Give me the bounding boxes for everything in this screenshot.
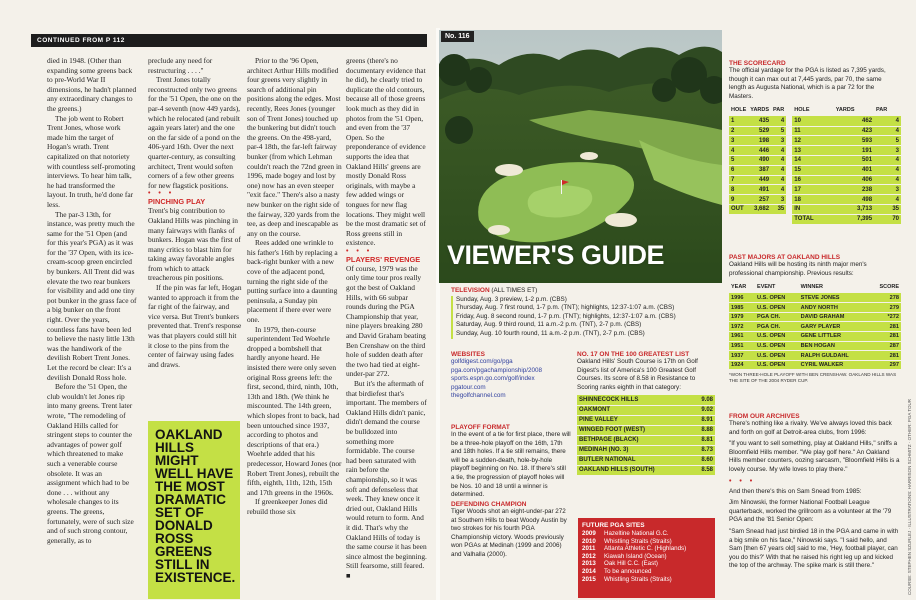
hole: 15 (792, 165, 834, 175)
table-row (577, 405, 715, 415)
archives-paragraph: Jim Ninowski, the former National Football League quarterback, worked the grillroom as a volunteer at the '79 PGA and the '81 Senior Open: (729, 499, 892, 524)
yards: 490 (748, 156, 771, 166)
yards: 406 (834, 175, 874, 185)
table-row (577, 415, 715, 425)
website-link[interactable]: golfdigest.com/go/pga (451, 358, 513, 365)
paragraph: died in 1948. (Other than expanding some greens back to pre-World War II dimensions, he hadn't planned any extraordinary changes to the greens.) (47, 56, 137, 113)
past-majors-text: Oakland Hills will be hosting its ninth major men's professional championship. Previous results: (729, 261, 867, 277)
scorecard-table (729, 107, 901, 224)
past-majors-footnote: *WON THREE-HOLE PLAYOFF WITH BEN CRENSHAW. OAKLAND HILLS WAS THE SITE OF THE 2004 RYDER CUP. (729, 372, 897, 384)
table-row (729, 351, 901, 361)
table-row (582, 545, 711, 553)
score: 297 (869, 360, 901, 370)
total-label: TOTAL (792, 214, 834, 224)
event: U.S. OPEN (755, 332, 799, 342)
playoff-text: In the event of a tie for first place, there will be a three-hole playoff on the 16th, 17th and 18th holes. If a tie still remains, there will be a sudden-death, hole-by-hole playoff beginning on No. 18. If there's still a tie, the progression of playoff holes will be Nos. 10 and 18 until a winner is determined. (451, 431, 571, 499)
table-row (577, 445, 715, 455)
hole: 9 (729, 195, 748, 205)
archives-paragraph: And then there's this on Sam Snead from 1985: (729, 487, 862, 495)
hole: 4 (729, 146, 748, 156)
site-year: 2014 (582, 567, 596, 575)
top-100-box (577, 351, 715, 476)
table-row (729, 165, 901, 175)
event: U.S. OPEN (755, 351, 799, 361)
site-year: 2015 (582, 575, 596, 583)
table-row (729, 146, 901, 156)
table-row (582, 553, 711, 561)
site-year: 2012 (582, 552, 596, 560)
website-link[interactable]: pga.com/pgachampionship/2008 (451, 366, 543, 374)
paragraph: preclude any need for restructuring . . . ." (148, 56, 213, 75)
yards: 449 (748, 175, 771, 185)
hole: 2 (729, 126, 748, 136)
yards: 423 (834, 126, 874, 136)
course-name: OAKLAND HILLS (SOUTH) (577, 465, 692, 475)
site-name: To be announced (604, 567, 652, 575)
course-name: PINE VALLEY (577, 415, 692, 425)
television-listings (451, 287, 711, 339)
par: 35 (771, 205, 786, 215)
table-row (729, 136, 901, 146)
course-name: BUTLER NATIONAL (577, 455, 692, 465)
paragraph: The job went to Robert Trent Jones, whose work made him the target of Hogan's wrath. Trent capitalized on that notoriety with countless self-promoting interviews. To hear him talk, he had transformed the layout. In truth, he'd done far less. (47, 113, 136, 209)
winner: DAVID GRAHAM (799, 312, 869, 322)
tv-listing: Friday, Aug. 8 second round, 1-7 p.m. (TNT); highlights, 12:37-1:07 a.m. (CBS) (451, 313, 711, 322)
table-header-row (729, 107, 901, 116)
table-row (729, 341, 901, 351)
section-dots: • • • (148, 190, 175, 198)
yards: 198 (748, 136, 771, 146)
column-header: PAR (876, 107, 888, 114)
par: 4 (874, 156, 901, 166)
course-name: OAKMONT (577, 405, 692, 415)
column-header: SCORE (879, 284, 899, 291)
winner: GENE LITTLER (799, 332, 869, 342)
hole: 7 (729, 175, 748, 185)
paragraph: Before the '51 Open, the club wouldn't let Jones rip into many greens. Trent later wrote, "The remodeling of Oakland Hills called for stringent steps to counter the advantages of power golf which threatened to make such a venerable course obsolete. It was an assignment which had to be done . . . without any wholesale changes to its greens. The greens, fortunately, were of such size and of such strong contour, generally, as to (47, 382, 134, 545)
event: U.S. OPEN (755, 303, 799, 313)
table-row (582, 576, 711, 584)
par: 4 (771, 185, 786, 195)
winner: STEVE JONES (799, 293, 869, 303)
course-name: MEDINAH (NO. 3) (577, 445, 692, 455)
year: 1979 (729, 312, 755, 322)
paragraph: In 1979, then-course superintendent Ted Woehrle dropped a bombshell that hardly anyone heard. He insisted there were only seven original Ross greens left: the first, second, third, ninth, 10th, 13th and 18th. (We think he miscounted. The 14th green, which slopes front to back, had been untouched since 1937, according to photos and descriptions of that era.) Woehrle added that his predecessor, Howard Jones (nor Robert Trent Jones), rebuilt the fifth, eighth, 11th, 12th, 15th and 17th greens in the 1960s. (247, 324, 342, 497)
playoff-heading: PLAYOFF FORMAT (451, 424, 510, 431)
future-sites-heading: FUTURE PGA SITES (582, 522, 645, 529)
yards: 3,713 (834, 205, 874, 215)
site-year: 2010 (582, 537, 596, 545)
winner: CYRIL WALKER (799, 360, 869, 370)
pull-quote: OAKLAND HILLS MIGHT WELL HAVE THE MOST DRAMATIC SET OF DONALD ROSS GREENS STILL IN EXISTENCE. (148, 421, 240, 599)
column-header: YEAR (731, 284, 747, 291)
website-link[interactable]: sports.espn.go.com/golf/index (451, 375, 535, 383)
yards: 593 (834, 136, 874, 146)
yards: 238 (834, 185, 874, 195)
continued-banner: CONTINUED FROM P 112 (31, 34, 427, 47)
year: 1924 (729, 360, 755, 370)
par: 5 (771, 126, 786, 136)
article-column-3 (247, 56, 342, 517)
table-row (729, 332, 901, 342)
television-note: (ALL TIMES ET) (491, 287, 538, 294)
hole: 13 (792, 146, 834, 156)
event: U.S. OPEN (755, 360, 799, 370)
website-link[interactable]: pgatour.com (451, 383, 486, 391)
table-row (582, 568, 711, 576)
course-score: 8.73 (692, 445, 715, 455)
yards: 462 (834, 116, 874, 126)
hole: 5 (729, 156, 748, 166)
par: 4 (874, 165, 901, 175)
column-header: YARDS (835, 107, 855, 114)
table-row (729, 195, 901, 205)
course-score: 8.81 (692, 435, 715, 445)
future-sites-box (578, 518, 715, 598)
par: 3 (771, 136, 786, 146)
top-100-heading: NO. 17 ON THE 100 GREATEST LIST (577, 351, 690, 358)
yards: 435 (748, 116, 771, 126)
par: 4 (874, 175, 901, 185)
tv-listing: Saturday, Aug. 9 third round, 11 a.m.-2 p.m. (TNT), 2-7 p.m. (CBS) (451, 321, 711, 330)
archives-box (729, 413, 901, 574)
yards: 501 (834, 156, 874, 166)
table-row (582, 538, 711, 546)
scorecard-box (729, 60, 899, 225)
site-year: 2009 (582, 530, 596, 537)
par: 4 (874, 195, 901, 205)
column-header: YARDS (750, 107, 770, 114)
table-row (729, 303, 901, 313)
top-100-text: Oakland Hills' South Course is 17th on Golf Digest's list of America's 100 Greatest Golf Courses. Its score of 8.58 in Resistance to Scoring ranks eighth in that category: (577, 358, 698, 391)
course-score: 8.88 (692, 425, 715, 435)
hole: 11 (792, 126, 834, 136)
winner: RALPH GULDAHL (799, 351, 869, 361)
table-row (577, 465, 715, 475)
future-sites-table (582, 530, 711, 583)
par: 4 (771, 116, 786, 126)
column-header: HOLE (794, 107, 810, 114)
archives-paragraph: There's nothing like a rivalry. We've always loved this back and forth on golf at Detroit-area clubs, from 1996: (729, 420, 892, 436)
past-majors-box (729, 254, 901, 384)
hole: 16 (792, 175, 834, 185)
course-name: WINGED FOOT (WEST) (577, 425, 692, 435)
paragraph: The par-3 13th, for instance, was pretty much the same for the '51 Open (and for this year's PGA) as it was for the '37 Open, with its ice-cream-scoop green encircled by bunkers. All Trent did was elevate the two rear bunkers for visibility and add one tiny pot bunker in the grass face of a big bunker on the front right. Over the years, countless fans have been led to believe the nasty little 13th was the handiwork of the devilish Robert Trent Jones. Let the record be clear: It's a devilish Donald Ross hole. (47, 209, 137, 382)
yards: 446 (748, 146, 771, 156)
year: 1961 (729, 332, 755, 342)
par: 35 (874, 205, 901, 215)
scorecard-text: The official yardage for the PGA is listed as 7,395 yards, though it can max out at 7,445 yards, par 70, the same length as Augusta National, which is a par 72 for the Masters. (729, 67, 886, 100)
tv-listing: Thursday, Aug. 7 first round, 1-7 p.m. (TNT); highlights, 12:37-1:07 a.m. (CBS) (451, 304, 711, 313)
yards: 401 (834, 165, 874, 175)
table-row (729, 156, 901, 166)
column-header: PAR (773, 107, 785, 114)
winner: GARY PLAYER (799, 322, 869, 332)
tv-listing: Sunday, Aug. 3 preview, 1-2 p.m. (CBS) (451, 296, 711, 305)
table-row (729, 116, 901, 126)
article-column-1 (47, 56, 137, 545)
year: 1972 (729, 322, 755, 332)
paragraph: Of course, 1979 was the only time tour pros really got the best of Oakland Hills, with 66 subpar rounds during the PGA Championship that year, nine players breaking 280 and David Graham beating Ben Crenshaw on the third hole of sudden death after the two had tied at eight-under-par 272. (346, 263, 426, 379)
television-heading: TELEVISION (451, 287, 490, 294)
event: U.S. OPEN (755, 293, 799, 303)
table-row (577, 425, 715, 435)
score: 281 (869, 322, 901, 332)
event: U.S. OPEN (755, 341, 799, 351)
site-year: 2011 (582, 545, 596, 553)
past-majors-table (729, 284, 901, 370)
table-row (582, 560, 711, 568)
course-rank-badge: No. 116 (441, 31, 474, 42)
event: PGA CH. (755, 322, 799, 332)
subhead-pinching-play: PINCHING PLAY (148, 197, 206, 207)
course-score: 9.08 (692, 395, 715, 405)
winner: BEN HOGAN (799, 341, 869, 351)
site-year: 2013 (582, 560, 596, 568)
hole: 18 (792, 195, 834, 205)
table-row (577, 455, 715, 465)
table-row (729, 293, 901, 303)
scorecard-heading: THE SCORECARD (729, 60, 786, 67)
yards: 529 (748, 126, 771, 136)
course-name: BETHPAGE (BLACK) (577, 435, 692, 445)
total-par: 70 (874, 214, 901, 224)
archives-paragraph: "If you want to sell something, play at Oakland Hills," sniffs a Bloomfield Hills member. "We play golf here." An Oakland Hills member counters, oozing sarcasm, "Bloomfield Hills is a lovely course. My wife loves to play there." (729, 440, 900, 473)
viewers-guide-title: VIEWER'S GUIDE (447, 240, 664, 270)
table-row (729, 185, 901, 195)
hole: 14 (792, 156, 834, 166)
course-score: 8.91 (692, 415, 715, 425)
hole: 3 (729, 136, 748, 146)
paragraph: Prior to the '96 Open, architect Arthur Hills modified four greens very slightly in search of additional pin positions along the edges. Most recently, Rees Jones (younger son of Trent Jones) touched up the bunkering but didn't touch the greens. On the 498-yard, par-4 18th, the far-left fairway bunker (from which Lehman couldn't reach the 72nd green in 1996, made bogey and lost by one) now has an even steeper "exit face." There's also a nasty new bunker on the right side of the fairway, 320 yards from the tee, as deep and inescapable as any on the course. (247, 56, 342, 238)
total-yards: 7,395 (834, 214, 874, 224)
course-score: 9.02 (692, 405, 715, 415)
site-name: Oak Hill C.C. (East) (604, 560, 658, 568)
defending-champion-text: Tiger Woods shot an eight-under-par 272 at Southern Hills to beat Woody Austin by two strokes for his fourth PGA Championship victory. Woods previously won PGAs at Medinah (1999 and 2006) and Valhalla (2000). (451, 508, 567, 558)
paragraph: If greenkeeper Jones did rebuild those six (247, 497, 328, 516)
photo-credit: COURSE: STEPHEN SZURLEJ · ILLUSTRATIONS: HARRISON SCHMITZ · OTHER: PGA TOUR (907, 398, 912, 595)
hole: 10 (792, 116, 834, 126)
defending-champion-box (451, 501, 571, 560)
year: 1985 (729, 303, 755, 313)
yards: 498 (834, 195, 874, 205)
hole: IN (792, 205, 834, 215)
column-header: HOLE (731, 107, 747, 114)
year: 1951 (729, 341, 755, 351)
yards: 387 (748, 165, 771, 175)
par: 4 (771, 156, 786, 166)
paragraph: greens (there's no documentary evidence that he did), he clearly tried to duplicate the old contours, because all of those greens look much as they did in photos from the '51 Open, and even from the '37 Open. So the preponderance of evidence supports the idea that Oakland Hills' greens are mostly Donald Ross originals, with maybe a few added wings or tongues for new flag locations. They might well be the most dramatic set of Ross greens still in existence. (346, 56, 426, 248)
yards: 257 (748, 195, 771, 205)
article-column-2 (148, 56, 242, 369)
par: 5 (874, 136, 901, 146)
table-row (582, 530, 711, 538)
column-header: WINNER (800, 284, 823, 291)
table-header-row (729, 284, 901, 293)
paragraph: Rees added one wrinkle to his father's 16th by replacing a back-right bunker with a new cove of the adjacent pond, turning the right side of the putting surface into a daunting peninsula, a Sunday pin placement if there ever were one. (247, 238, 338, 325)
par: 4 (771, 165, 786, 175)
paragraph: Trent's big contribution to Oakland Hills was pinching in many fairways with flanks of bunkers. Hogan was the first of many critics to blast him for taking away favorable angles from which to attack treacherous pin positions. (148, 206, 241, 283)
section-dots: • • • (729, 477, 756, 485)
table-row (729, 312, 901, 322)
site-name: Whistling Straits (Straits) (604, 537, 672, 545)
websites-box (451, 351, 569, 401)
score: 278 (869, 293, 901, 303)
winner: ANDY NORTH (799, 303, 869, 313)
hole: 1 (729, 116, 748, 126)
resistance-table (577, 395, 715, 476)
year: 1937 (729, 351, 755, 361)
course-name: SHINNECOCK HILLS (577, 395, 692, 405)
table-row (729, 126, 901, 136)
tv-listing: Sunday, Aug. 10 fourth round, 11 a.m.-2 p.m. (TNT), 2-7 p.m. (CBS) (451, 330, 711, 339)
table-row (729, 175, 901, 185)
yards: 191 (834, 146, 874, 156)
score: *272 (869, 312, 901, 322)
past-majors-heading: PAST MAJORS AT OAKLAND HILLS (729, 254, 841, 261)
hole: 17 (792, 185, 834, 195)
par: 4 (771, 175, 786, 185)
yards: 3,682 (748, 205, 771, 215)
score: 281 (869, 351, 901, 361)
year: 1996 (729, 293, 755, 303)
par: 4 (874, 116, 901, 126)
hole: 12 (792, 136, 834, 146)
course-score: 8.58 (692, 465, 715, 475)
site-name: Atlanta Athletic C. (Highlands) (604, 545, 687, 553)
par: 3 (874, 146, 901, 156)
par: 4 (874, 126, 901, 136)
column-header: EVENT (757, 284, 776, 291)
course-score: 8.60 (692, 455, 715, 465)
site-name: Hazeltine National G.C. (604, 530, 669, 537)
table-row-total (729, 214, 901, 224)
table-row (577, 435, 715, 445)
website-link[interactable]: thegolfchannel.com (451, 392, 506, 400)
table-row (577, 395, 715, 405)
score: 281 (869, 332, 901, 342)
hole: 6 (729, 165, 748, 175)
subhead-players-revenge: PLAYERS' REVENGE (346, 254, 421, 264)
hole: OUT (729, 205, 748, 215)
hole: 8 (729, 185, 748, 195)
table-row (729, 322, 901, 332)
score: 287 (869, 341, 901, 351)
article-column-4 (346, 56, 427, 580)
archives-paragraph: "Sam Snead had just birdied 18 in the PGA and came in with a big smile on his face," Ninowski says. "I said hello, and Sam [then 67 years old] said to me, 'Hey, football player, can you do this?' With that he raised his right leg up and kicked the top of the archway. The spike mark is still there." (729, 527, 899, 570)
paragraph: Trent Jones totally reconstructed only two greens for the '51 Open, the one on the par-4 seventh (now 449 yards), which he relocated (and rebuilt again years later) and the one on the far side of a pond on the 406-yard 16th. Over the next quarter-century, as consulting architect, Trent would soften corners of a few other greens for new flagstick positions. (148, 75, 242, 190)
playoff-format-box (451, 424, 571, 500)
event: PGA CH. (755, 312, 799, 322)
paragraph: If the pin was far left, Hogan wanted to approach it from the far right of the fairway, and vice versa. But Trent's bunkers prevented that. Trent's response was that players could still hit it close to the pins from the center of fairway using fades and draws. (148, 283, 242, 369)
yards: 491 (748, 185, 771, 195)
site-name: Kiawah Island (Ocean) (604, 552, 667, 560)
par: 4 (771, 146, 786, 156)
paragraph: But it's the aftermath of that birdiefest that's important. The members of Oakland Hills didn't panic, didn't demand the course be bulldozed into something more formidable. The course had been saturated with rain before the championship, so it was soft and defenseless that week. They knew once it dried out, Oakland Hills would return to form. And it did. That's why the Oakland Hills of today is the same course it has been since almost the beginning. Still fearsome, still feared. ■ (346, 379, 427, 580)
archives-heading: FROM OUR ARCHIVES (729, 413, 800, 420)
table-row (729, 360, 901, 370)
par: 3 (874, 185, 901, 195)
score: 279 (869, 303, 901, 313)
websites-heading: WEBSITES (451, 351, 485, 358)
defending-champion-heading: DEFENDING CHAMPION (451, 501, 527, 508)
site-name: Whistling Straits (Straits) (604, 575, 672, 583)
table-row (729, 205, 901, 215)
par: 3 (771, 195, 786, 205)
section-dots: • • • (346, 247, 373, 255)
